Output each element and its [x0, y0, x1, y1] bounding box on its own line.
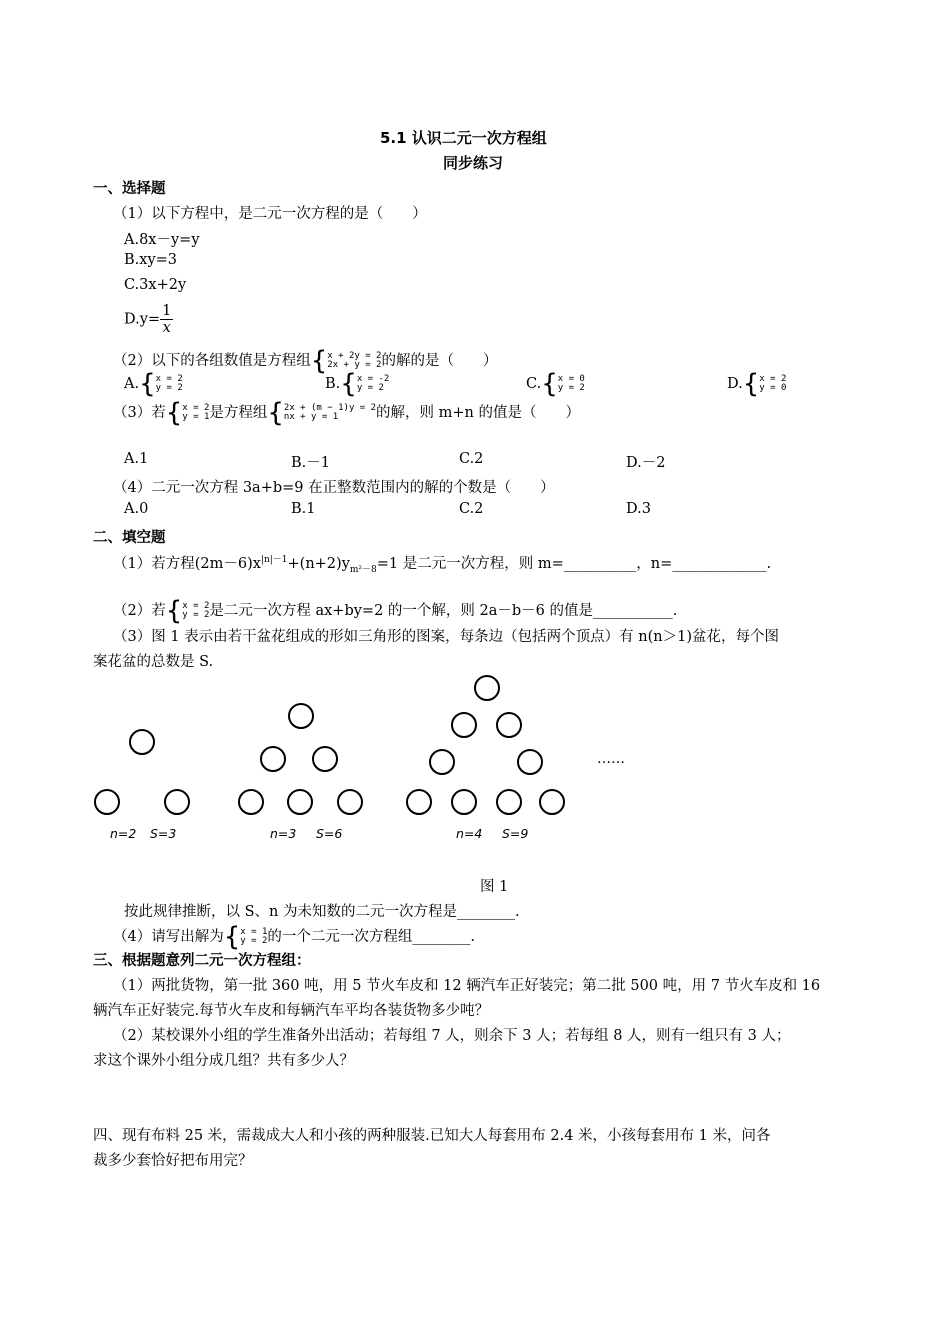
pot-circle	[429, 749, 455, 775]
brace-icon: {	[165, 596, 183, 626]
fraction-denominator: x	[162, 320, 171, 336]
q2-suffix: 的解的是（ ）	[381, 353, 498, 369]
system-row-1: x = 2	[182, 403, 210, 413]
system-row-1: x = 2	[155, 374, 183, 384]
q2-option-d	[727, 369, 787, 399]
system-row-2: y = 2	[155, 383, 183, 393]
system-row-1: x = 2	[759, 374, 787, 384]
system-row-1: x = 0	[557, 374, 585, 384]
figure-caption: 图 1	[480, 879, 509, 895]
q3-equation-system	[267, 398, 377, 428]
page-subtitle: 同步练习	[443, 154, 504, 172]
figure-label-s9: S=9	[502, 826, 529, 841]
option-label: A.	[124, 376, 140, 392]
system-row-1: x + 2y = 2	[327, 351, 382, 361]
q1-option-d-fraction	[160, 303, 173, 336]
q3-stem	[113, 398, 581, 428]
q4-option-b: B.1	[291, 501, 316, 517]
word-q2-line1: （2）某校课外小组的学生准备外出活动；若每组 7 人，则余下 3 人；若每组 8 人，则有一组只有 3 人；	[113, 1028, 791, 1044]
pot-circle	[238, 789, 264, 815]
q2-equation-system	[310, 346, 382, 376]
q3-solution-system	[165, 398, 210, 428]
system-row-2: y = 2	[240, 936, 268, 946]
fill-q1	[113, 552, 771, 575]
fill-q4	[113, 922, 475, 952]
q1-option-d	[124, 303, 173, 336]
brace-icon: {	[223, 922, 241, 952]
pot-circle	[288, 703, 314, 729]
q4-option-a: A.0	[124, 501, 149, 517]
brace-icon: {	[139, 369, 156, 399]
q1-option-b: B.xy=3	[124, 252, 178, 268]
system-row-2: y = 2	[182, 610, 210, 620]
brace-icon: {	[267, 398, 284, 428]
pot-circle	[496, 712, 522, 738]
pot-circle	[312, 746, 338, 772]
system-row-1: x = 2	[182, 601, 210, 611]
q1-option-c: C.3x+2y	[124, 277, 187, 293]
figure-label-s3: S=3	[150, 826, 177, 841]
fill-q4-system	[223, 922, 268, 952]
q4-option-d: D.3	[626, 501, 651, 517]
section2-heading: 二、填空题	[93, 530, 166, 546]
brace-icon: {	[165, 398, 183, 428]
pot-circle	[517, 749, 543, 775]
continuation-dots: ……	[597, 751, 625, 767]
q2-prefix: （2）以下的各组数值是方程组	[113, 353, 311, 369]
pot-circle	[496, 789, 522, 815]
exponent: m²－8	[349, 564, 377, 575]
fill-q2-prefix: （2）若	[113, 603, 166, 619]
fill-q1-part1: （1）若方程(2m－6)x	[113, 556, 261, 572]
pot-circle	[474, 675, 500, 701]
fill-q4-suffix: 的一个二元一次方程组________.	[267, 929, 475, 945]
pot-circle	[260, 746, 286, 772]
q4-option-c: C.2	[459, 501, 484, 517]
system-row-1: x = 1	[240, 927, 268, 937]
system-row-2: y = 1	[182, 412, 210, 422]
fill-q1-part2: +(n+2)y	[287, 556, 350, 572]
q4-stem: （4）二元一次方程 3a+b=9 在正整数范围内的解的个数是（ ）	[113, 480, 555, 496]
q1-option-a: A.8x－y=y	[124, 232, 200, 248]
system-row-2: y = 2	[557, 383, 585, 393]
brace-icon: {	[310, 346, 328, 376]
system-row-1: x = -2	[356, 374, 390, 384]
exponent: |n|－1	[260, 555, 288, 566]
fill-q2-suffix: 是二元一次方程 ax+by=2 的一个解，则 2a－b－6 的值是___________.	[209, 603, 678, 619]
brace-icon: {	[742, 369, 760, 399]
system-row-2: nx + y = 1	[283, 412, 339, 422]
system-row-1: 2x + (m − 1)y = 2	[283, 403, 377, 413]
q3-mid: 是方程组	[209, 405, 268, 421]
fill-q1-part3: =1 是二元一次方程，则 m=__________，n=_____________.	[376, 556, 772, 572]
system-row-2: 2x + y = 2	[327, 360, 382, 370]
fill-q3-line1: （3）图 1 表示由若干盆花组成的形如三角形的图案，每条边（包括两个顶点）有 n(n＞1)盆花，每个图	[113, 629, 779, 645]
pot-circle	[451, 712, 477, 738]
fill-q2-system	[165, 596, 210, 626]
figure-label-n4: n=4	[456, 826, 483, 841]
q2-option-a	[124, 369, 183, 399]
fill-q3-line2: 案花盆的总数是 S.	[93, 654, 214, 670]
q3-prefix: （3）若	[113, 405, 166, 421]
figure-label-n2: n=2	[110, 826, 137, 841]
pot-circle	[287, 789, 313, 815]
pot-circle	[451, 789, 477, 815]
option-label: D.	[727, 376, 743, 392]
pot-circle	[129, 729, 155, 755]
word-q2-line2: 求这个课外小组分成几组？共有多少人？	[93, 1053, 354, 1069]
q2-option-b	[325, 369, 390, 399]
brace-icon: {	[340, 369, 357, 399]
q3-suffix: 的解，则 m+n 的值是（ ）	[376, 405, 581, 421]
q3-option-d: D.－2	[626, 455, 666, 471]
figure-label-s6: S=6	[316, 826, 343, 841]
q3-option-b: B.－1	[291, 455, 330, 471]
option-label: B.	[325, 376, 341, 392]
q2-stem	[113, 346, 498, 376]
pot-circle	[337, 789, 363, 815]
system-row-2: y = 2	[356, 383, 384, 393]
page-title: 5.1 认识二元一次方程组	[380, 129, 547, 147]
brace-icon: {	[541, 369, 558, 399]
fill-q4-prefix: （4）请写出解为	[113, 929, 224, 945]
q1-option-d-prefix: D.y=	[124, 311, 161, 328]
pot-circle	[94, 789, 120, 815]
word-q1-line1: （1）两批货物，第一批 360 吨，用 5 节火车皮和 12 辆汽车正好装完；第二批 500 吨，用 7 节火车皮和 16	[113, 978, 821, 994]
q1-stem: （1）以下方程中，是二元一次方程的是（ ）	[113, 206, 427, 222]
fill-q2	[113, 596, 678, 626]
section3-heading: 三、根据题意列二元一次方程组：	[93, 953, 311, 969]
q3-option-a: A.1	[124, 451, 149, 467]
q2-option-c	[526, 369, 585, 399]
system-row-2: y = 0	[759, 383, 787, 393]
pot-circle	[406, 789, 432, 815]
section4-line1: 四、现有布料 25 米，需裁成大人和小孩的两种服装.已知大人每套用布 2.4 米，小孩每套用布 1 米，问各	[93, 1128, 771, 1144]
pot-circle	[164, 789, 190, 815]
pot-circle	[539, 789, 565, 815]
section4-line2: 裁多少套恰好把布用完？	[93, 1153, 253, 1169]
word-q1-line2: 辆汽车正好装完.每节火车皮和每辆汽车平均各装货物多少吨？	[93, 1003, 490, 1019]
figure-label-n3: n=3	[270, 826, 297, 841]
option-label: C.	[526, 376, 542, 392]
section1-heading: 一、选择题	[93, 181, 166, 197]
fraction-numerator: 1	[162, 303, 172, 319]
q3-option-c: C.2	[459, 451, 484, 467]
fill-q3-ask: 按此规律推断，以 S、n 为未知数的二元一次方程是________.	[124, 904, 520, 920]
